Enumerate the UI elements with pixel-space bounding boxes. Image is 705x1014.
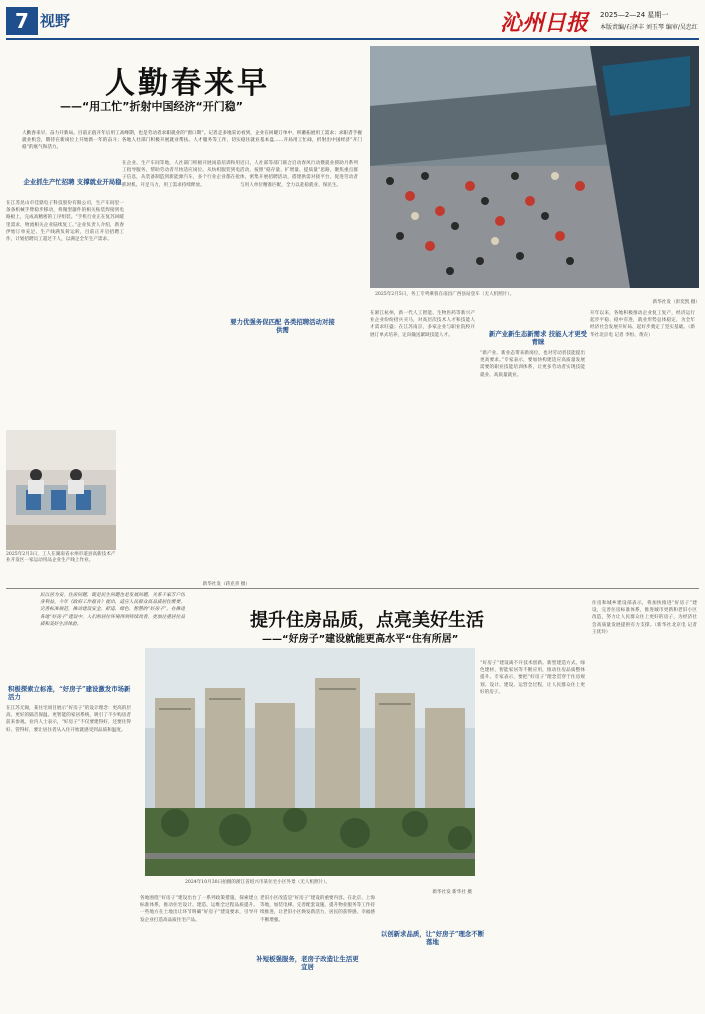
article2-subhead-2: 补短板强服务，老房子改造让生活更宜居 bbox=[256, 955, 359, 971]
main-photo bbox=[370, 46, 699, 288]
article1-col-2: 在企业、生产车间等地，人社部门积极开展岗前培训和用工指导服务，帮助劳动者尽快适应岗位。从纺织服装到电子信息，从装备制造到新能源汽车，多个行业企业都在抢抓时机、开足马力，用工需求持续释放。 bbox=[122, 161, 240, 188]
factory-photo-credit: 新华社发（蒋克青 摄） bbox=[202, 582, 250, 587]
article2-subhead-3: 以创新求品质，让“好房子”理念不断落地 bbox=[380, 930, 485, 946]
factory-photo-caption: 2025年2月3日，工人在湖南省永州市道县高新技术产业开发区一家运动用品企业生产线上作业。 bbox=[6, 552, 116, 564]
article1-lead: 人勤春来早，奋力开新局。目前正值开年后用工高峰期，也是劳动者求职就业的“窗口期”。记者走多地采访看到，企业在回暖订单中，积蓄拓展用工需求；求职者手握就业机会，期待在新岗位上开始新一年的奋斗；各地人社部门积极开展就业帮扶、人才服务等工作，切实稳住就业基本盘……开局用工忙碌，折射出中国经济“开门稳”的底气和活力。 bbox=[22, 131, 362, 151]
factory-photo bbox=[6, 430, 116, 550]
main-photo-caption: 2025年2月5日，务工专列乘客在南昌广西县站登车（无人机照片）。 bbox=[375, 292, 515, 297]
page-number-badge: 7 bbox=[6, 7, 38, 35]
newspaper-logo: 沁州日报 bbox=[500, 10, 589, 36]
article2-col-5: 住房和城乡建设部表示，将加快推进“好房子”建设，完善住房标准体系，推进城市更新和老旧小区改造，努力让人民群众住上更好的房子，为经济社会高质量发展提供有力支撑。（新华社北京电 记者 王优玲） bbox=[592, 601, 697, 635]
housing-photo bbox=[145, 648, 475, 876]
article1-subhead-3: 新产业新生态新需求 技能人才更受青睐 bbox=[488, 330, 588, 346]
article2-subtitle: ——“好房子”建设就能更高水平“住有所居” bbox=[262, 634, 459, 645]
housing-photo-credit: 新华社发 新华社 摄 bbox=[432, 890, 472, 895]
article2-subhead-1: 积极探索立标准，“好房子”建设激发市场新活力 bbox=[8, 685, 131, 701]
editors-line: 本版责编/石泽丰 刘玉琴 编审/吴忠红 bbox=[600, 24, 698, 31]
article2-col-3: 老旧小区改造是“好房子”建设的重要内容。在北京、上海等地，加装电梯、完善配套设施、提升物业服务等工作持续推进，让老旧小区焕发新活力，居民的获得感、幸福感不断增强。 bbox=[260, 896, 375, 923]
main-photo-credit: 新华社发（彭奕凯 摄） bbox=[652, 300, 700, 305]
article1-col-4: 在浙江杭州，新一代人工智能、生物医药等新兴产业企业纷纷招兵买马，对高层次技术人才和技能人才需求旺盛；在江苏南京，多家企业与职业院校开展订单式培养，定向输送紧缺技能人才。 bbox=[370, 311, 475, 338]
article1-title: 人勤春来早 bbox=[105, 66, 270, 101]
masthead-rule bbox=[6, 38, 699, 40]
section-title: 视野 bbox=[40, 12, 71, 30]
article1-subhead-1: 企业抓生产忙招聘 支撑就业开局稳 bbox=[23, 178, 122, 186]
article1-col-3: 近日，人社部等部门联合启动春风行动暨就业援助月系列活动，按照“稳存量、扩增量、提质量”思路，聚焦重点群体，密集开展招聘活动，搭建供需对接平台，促进劳动者与用人单位精准匹配，全力以赴稳就业、保民生。 bbox=[240, 161, 358, 188]
article2-title: 提升住房品质，点亮美好生活 bbox=[250, 610, 484, 631]
article1-subhead-2: 要力优强务促匹配 各类招聘活动对接供需 bbox=[230, 318, 335, 334]
article1-col-6: 开年以来，各地积极推动企业复工复产，经济运行起步平稳、稳中有进，就业形势总体稳定，为全年经济社会发展开好局、起好步奠定了坚实基础。（新华社北京电 记者 李恒、黄垚） bbox=[590, 311, 695, 338]
article1-subtitle: ——“用工忙”折射中国经济“开门稳” bbox=[60, 100, 243, 113]
housing-photo-caption: 2024年10月30日拍摄的浙江省绍兴市某住宅小区外景（无人机照片）。 bbox=[185, 880, 331, 885]
article2-col-1: 在江苏无锡，某住宅项目展示“好房子”的设计理念：更高的层高、更好的隔音保温、更智能的家居系统，吸引了不少购房者前来参观。业内人士表示，“好房子”不仅要建得好，还要住得好、管得好，要让居住者从入住开始就感受到品质和温度。 bbox=[6, 706, 131, 733]
article1-col-5: “新产业、新业态带来新岗位，也对劳动者技能提出更高要求。”专家表示，要加快构建适应高质量发展需要的职业技能培训体系，让更多劳动者实现技能就业、高质量就业。 bbox=[480, 351, 585, 378]
article1-col-1: 在江苏昆山市佳鼎电子科技股份有限公司，生产车间里一条条机械手臂稳步移动，将微型器件的相关贴装焊接到电路板上，完成高精密的工序组装。“手机行业正在复苏回暖里需求，物流相关企业陆续复工。”企业负责人介绍，新春伊始订单充足、生产线满负荷运转，目前正开启招聘工作，计划招聘员工超过千人，以满足全年生产需求。 bbox=[6, 201, 124, 243]
article2-col-2: 各地围绕“好房子”建设出台了一系列政策措施，探索建立标准体系，推动住宅设计、建造、运维全过程品质提升。一些地方在土地出让环节明确“好房子”建设要求，引导开发企业打造高品质住宅产品。 bbox=[140, 896, 258, 923]
article-divider bbox=[6, 588, 699, 589]
article2-lead: 民以居为安，住房问题，既是民生问题也是发展问题，关系千家万户切身利益。今年《政府工作报告》提出，适应人民群众高品质居住需要，完善标准规范，推动建设安全、舒适、绿色、智慧的“好房子”。在推进各地“好房子”建设中，人们的居住环境得到持续改善，更加注重居住品质和美好生活体验。 bbox=[40, 593, 185, 627]
issue-date: 2025—2—24 星期一 bbox=[600, 11, 669, 19]
article2-col-4: “好房子”建设离不开技术创新。新型建造方式、绿色建材、智能家居等不断应用，推动住房品质整体提升。专家表示，要把“好房子”理念贯穿于住房规划、设计、建设、运营全过程，让人民群众住上更好的房子。 bbox=[480, 661, 585, 695]
